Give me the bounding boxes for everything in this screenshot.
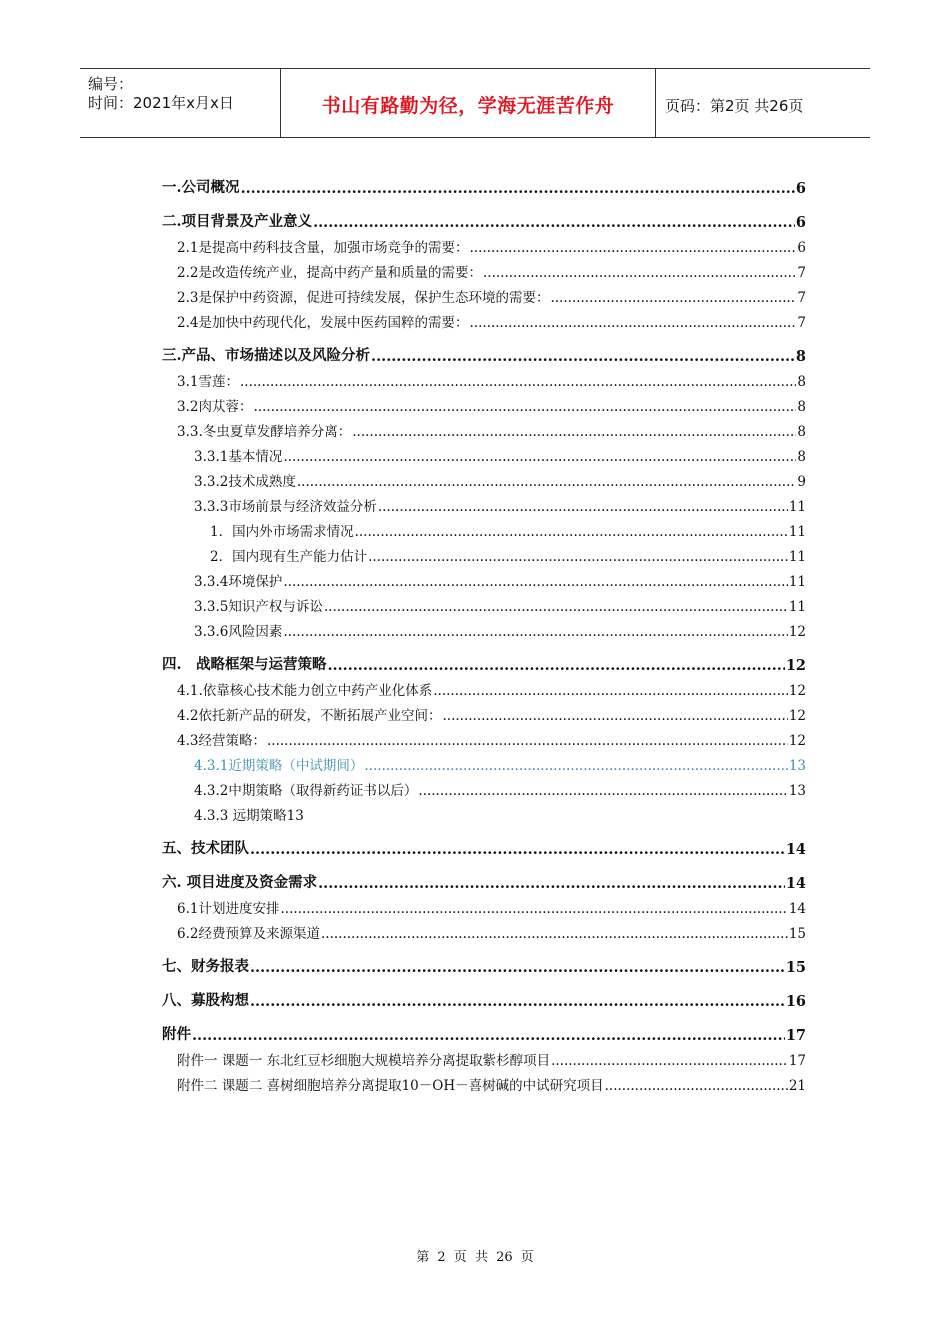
- toc-entry-title: 附件一 课题一 东北红豆杉细胞大规模培养分离提取紫杉醇项目: [177, 1053, 551, 1069]
- toc-page-number: 8: [797, 399, 806, 415]
- toc-entry[interactable]: [162, 799, 806, 824]
- toc-dot-leader: [433, 683, 788, 699]
- toc-dot-leader: [551, 1053, 788, 1069]
- toc-entry[interactable]: [162, 170, 806, 197]
- toc-dot-leader: [313, 214, 795, 231]
- toc-entry-title: 3.2肉苁蓉：: [177, 399, 253, 415]
- toc-entry-title: 七、财务报表: [162, 958, 249, 975]
- toc-entry-title: 6.2经费预算及来源渠道: [177, 926, 320, 942]
- table-of-contents: [162, 170, 806, 1094]
- toc-page-number: 14: [785, 841, 806, 858]
- toc-entry[interactable]: [162, 1069, 806, 1094]
- toc-page-number: 12: [788, 733, 806, 749]
- toc-page-number: 9: [797, 474, 806, 490]
- toc-page-number: 17: [785, 1027, 806, 1044]
- toc-entry-title: 三.产品、市场描述以及风险分析: [162, 347, 371, 364]
- toc-page-number: 14: [788, 901, 806, 917]
- toc-entry-title: 2.1是提高中药科技含量，加强市场竞争的需要：: [177, 240, 469, 256]
- toc-entry[interactable]: [162, 949, 806, 976]
- header-left-cell: [80, 69, 280, 137]
- toc-page-number: 6: [797, 240, 806, 256]
- toc-entry[interactable]: [162, 415, 806, 440]
- toc-entry[interactable]: [162, 306, 806, 331]
- toc-entry[interactable]: [162, 390, 806, 415]
- toc-page-number: 12: [788, 683, 806, 699]
- toc-dot-leader: [283, 449, 796, 465]
- toc-entry[interactable]: [162, 749, 806, 774]
- toc-page-number: 8: [797, 424, 806, 440]
- toc-page-number: 15: [785, 959, 806, 976]
- toc-entry-title: 3.3.5知识产权与诉讼: [194, 599, 323, 615]
- page-footer: [0, 1246, 950, 1265]
- toc-dot-leader: [321, 926, 788, 942]
- toc-entry[interactable]: [162, 615, 806, 640]
- toc-entry[interactable]: [162, 724, 806, 749]
- toc-entry-title: 八、募股构想: [162, 992, 249, 1009]
- toc-page-number: 16: [785, 993, 806, 1010]
- toc-entry[interactable]: [162, 865, 806, 892]
- toc-dot-leader: [364, 758, 787, 774]
- toc-dot-leader: [352, 424, 796, 440]
- toc-entry-title: 4.3.1近期策略（中试期间）: [194, 758, 364, 774]
- toc-entry[interactable]: [162, 256, 806, 281]
- toc-dot-leader: [469, 240, 796, 256]
- toc-dot-leader: [297, 474, 797, 490]
- toc-entry[interactable]: [162, 365, 806, 390]
- document-number-label: 编号：: [88, 75, 134, 93]
- toc-dot-leader: [469, 315, 796, 331]
- toc-page-number: 6: [795, 214, 806, 231]
- toc-entry-title: 3.1雪莲：: [177, 374, 239, 390]
- toc-entry-title: 四.: [162, 656, 182, 673]
- toc-page-number: 7: [797, 315, 806, 331]
- toc-dot-leader: [371, 348, 795, 365]
- toc-dot-leader: [355, 524, 788, 540]
- toc-dot-leader: [605, 1078, 788, 1094]
- toc-page-number: 7: [797, 265, 806, 281]
- toc-entry-title: 附件二 课题二 喜树细胞培养分离提取10－OH－喜树碱的中试研究项目: [177, 1078, 604, 1094]
- toc-entry-title: 4.3.3 远期策略13: [194, 808, 304, 824]
- toc-page-number: 11: [788, 499, 806, 515]
- toc-entry[interactable]: [162, 1017, 806, 1044]
- footer-mid2: 共: [474, 1250, 488, 1265]
- footer-page-number: 2: [437, 1250, 446, 1265]
- toc-page-number: 14: [785, 875, 806, 892]
- toc-page-number: 11: [788, 574, 806, 590]
- toc-entry-title: 4.1.依靠核心技术能力创立中药产业化体系: [177, 683, 433, 699]
- toc-page-number: 11: [788, 549, 806, 565]
- header-page-info: 页码：第2页 共26页: [665, 97, 804, 115]
- toc-dot-leader: [318, 875, 785, 892]
- toc-page-number: 13: [788, 758, 806, 774]
- toc-entry-title-cont: 战略框架与运营策略: [196, 656, 327, 673]
- footer-suffix: 页: [520, 1250, 534, 1265]
- toc-entry-title: 2.4是加快中药现代化，发展中医药国粹的需要：: [177, 315, 469, 331]
- toc-entry[interactable]: [162, 1044, 806, 1069]
- toc-page-number: 8: [797, 374, 806, 390]
- toc-page-number: 17: [788, 1053, 806, 1069]
- toc-entry-title: 6.1计划进度安排: [177, 901, 280, 917]
- toc-entry[interactable]: [162, 540, 806, 565]
- toc-dot-leader: [483, 265, 796, 281]
- toc-entry[interactable]: [162, 892, 806, 917]
- toc-entry[interactable]: [162, 983, 806, 1010]
- toc-entry[interactable]: [162, 440, 806, 465]
- toc-entry-title: 3.3.6风险因素: [194, 624, 283, 640]
- toc-entry-title: 3.3.1基本情况: [194, 449, 283, 465]
- toc-dot-leader: [324, 599, 788, 615]
- toc-entry-title: 2．国内现有生产能力估计: [210, 549, 368, 565]
- toc-entry[interactable]: [162, 465, 806, 490]
- toc-page-number: 8: [797, 449, 806, 465]
- toc-page-number: 12: [788, 708, 806, 724]
- toc-entry-title: 3.3.4环境保护: [194, 574, 283, 590]
- toc-entry[interactable]: [162, 281, 806, 306]
- header-motto-cell: [280, 69, 656, 137]
- toc-entry[interactable]: [162, 204, 806, 231]
- toc-entry[interactable]: [162, 590, 806, 615]
- toc-dot-leader: [418, 783, 787, 799]
- toc-page-number: 11: [788, 524, 806, 540]
- toc-dot-leader: [267, 733, 788, 749]
- toc-entry-title: 五、技术团队: [162, 840, 249, 857]
- toc-entry-title: 4.3.2中期策略（取得新药证书以后）: [194, 783, 418, 799]
- toc-page-number: 21: [788, 1078, 806, 1094]
- toc-entry-title: 4.2依托新产品的研发，不断拓展产业空间：: [177, 708, 442, 724]
- toc-page-number: 13: [788, 783, 806, 799]
- toc-dot-leader: [368, 549, 788, 565]
- footer-prefix: 第: [416, 1250, 430, 1265]
- toc-entry[interactable]: [162, 231, 806, 256]
- toc-entry[interactable]: [162, 917, 806, 942]
- toc-entry[interactable]: [162, 338, 806, 365]
- toc-page-number: 11: [788, 599, 806, 615]
- toc-dot-leader: [250, 959, 785, 976]
- toc-entry-title: 一.公司概况: [162, 179, 240, 196]
- toc-entry[interactable]: [162, 774, 806, 799]
- toc-dot-leader: [280, 901, 787, 917]
- toc-page-number: 6: [795, 180, 806, 197]
- toc-page-number: 12: [788, 624, 806, 640]
- toc-dot-leader: [250, 841, 785, 858]
- toc-entry[interactable]: [162, 699, 806, 724]
- toc-page-number: 7: [797, 290, 806, 306]
- toc-entry[interactable]: [162, 831, 806, 858]
- toc-entry-title: 4.3经营策略：: [177, 733, 266, 749]
- toc-dot-leader: [250, 993, 785, 1010]
- document-header: [80, 68, 870, 138]
- toc-entry[interactable]: [162, 565, 806, 590]
- toc-dot-leader: [378, 499, 788, 515]
- footer-total-pages: 26: [496, 1250, 513, 1265]
- toc-entry-title: 3.3.2技术成熟度: [194, 474, 296, 490]
- toc-entry[interactable]: [162, 674, 806, 699]
- toc-dot-leader: [328, 657, 785, 674]
- header-page-cell: [655, 69, 870, 137]
- toc-entry[interactable]: [162, 490, 806, 515]
- toc-entry-title: 1．国内外市场需求情况: [210, 524, 354, 540]
- header-motto: 书山有路勤为径，学海无涯苦作舟: [321, 95, 615, 117]
- toc-entry-title: 附件: [162, 1026, 191, 1043]
- toc-page-number: 8: [795, 348, 806, 365]
- toc-page-number: 15: [788, 926, 806, 942]
- toc-dot-leader: [253, 399, 796, 415]
- toc-dot-leader: [241, 180, 795, 197]
- toc-entry-title: 2.3是保护中药资源，促进可持续发展，保护生态环境的需要：: [177, 290, 550, 306]
- toc-entry-title: 六. 项目进度及资金需求: [162, 874, 318, 891]
- toc-dot-leader: [240, 374, 796, 390]
- toc-dot-leader: [192, 1027, 785, 1044]
- footer-mid1: 页: [453, 1250, 467, 1265]
- toc-entry-title: 3.3.冬虫夏草发酵培养分离：: [177, 424, 352, 440]
- toc-page-number: 12: [785, 657, 806, 674]
- document-date-label: 时间：2021年x月x日: [88, 94, 234, 112]
- toc-entry[interactable]: [162, 515, 806, 540]
- toc-dot-leader: [283, 574, 787, 590]
- toc-dot-leader: [442, 708, 787, 724]
- toc-dot-leader: [550, 290, 796, 306]
- toc-entry-title: 二.项目背景及产业意义: [162, 213, 313, 230]
- toc-entry-title: 2.2是改造传统产业，提高中药产量和质量的需要：: [177, 265, 482, 281]
- toc-entry[interactable]: [162, 647, 806, 674]
- toc-dot-leader: [283, 624, 787, 640]
- toc-entry-title: 3.3.3市场前景与经济效益分析: [194, 499, 377, 515]
